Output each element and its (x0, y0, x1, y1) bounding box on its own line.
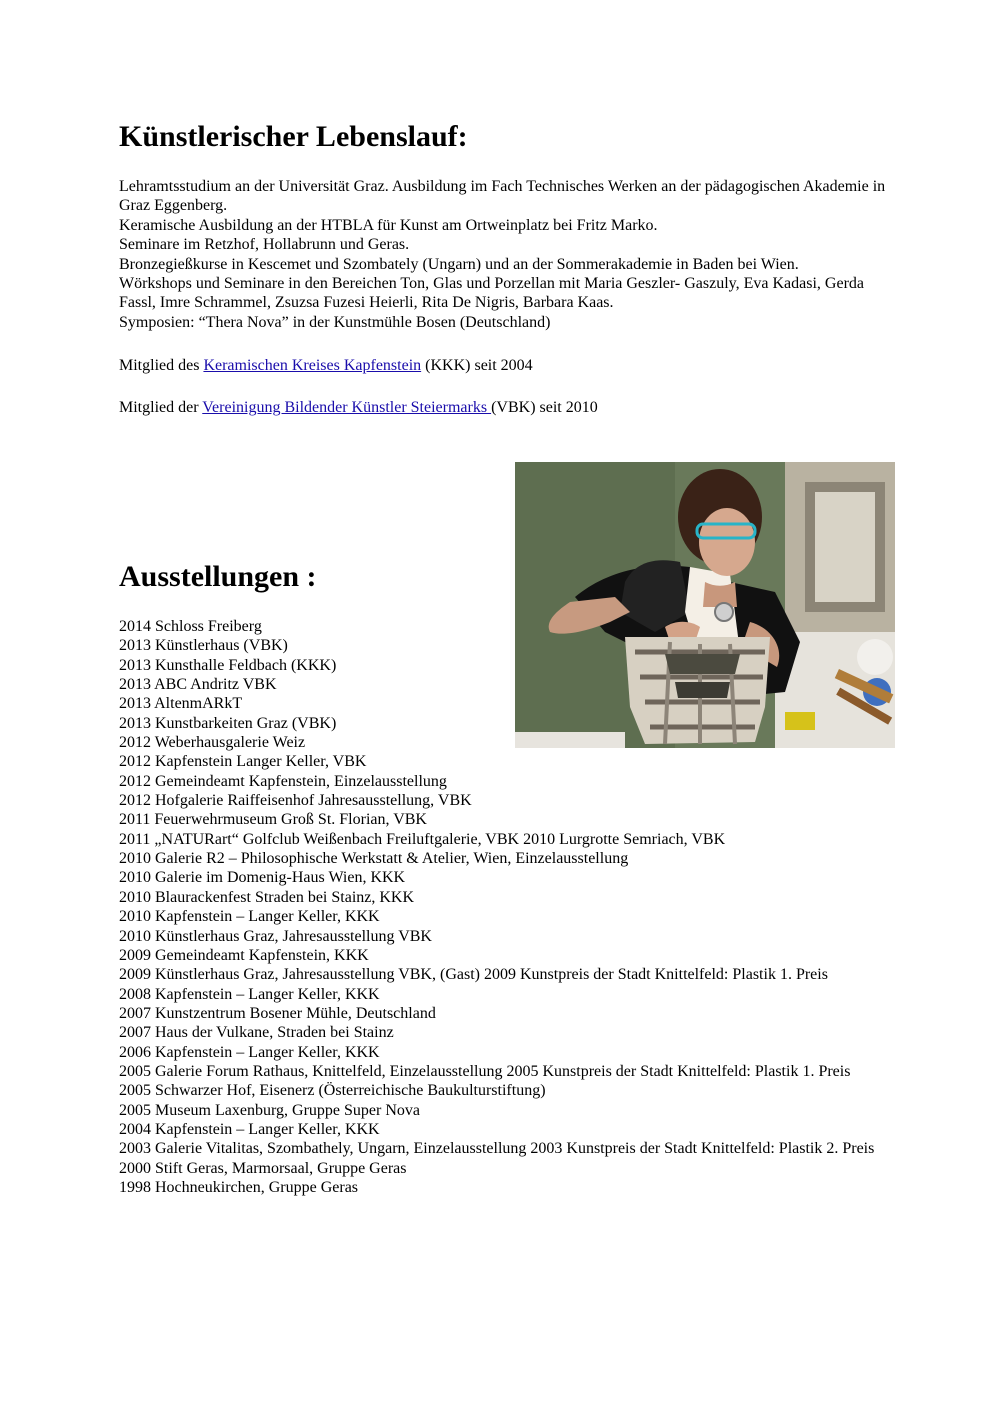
exhibition-item: 2013 ABC Andritz VBK (119, 676, 277, 694)
membership-suffix: (KKK) seit 2004 (421, 357, 533, 374)
intro-line: Keramische Ausbildung an der HTBLA für Kunst am Ortweinplatz bei Fritz Marko. (119, 216, 658, 234)
exhibition-item: 2010 Kapfenstein – Langer Keller, KKK (119, 908, 380, 926)
membership-vbk (119, 398, 598, 418)
exhibition-item: 2010 Galerie im Domenig-Haus Wien, KKK (119, 869, 406, 887)
heading-lebenslauf: Künstlerischer Lebenslauf: (119, 120, 468, 153)
exhibition-item: 2011 „NATURart“ Golfclub Weißenbach Freiluftgalerie, VBK 2010 Lurgrotte Semriach, VBK (119, 830, 726, 848)
exhibition-item: 2013 AltenmARkT (119, 695, 243, 713)
exhibition-item: 2007 Haus der Vulkane, Straden bei Stainz (119, 1024, 394, 1042)
exhibition-item: 2003 Galerie Vitalitas, Szombathely, Ungarn, Einzelausstellung 2003 Kunstpreis der Stadt Knittelfeld: Plastik 2. Preis (119, 1140, 875, 1158)
membership-suffix: (VBK) seit 2010 (491, 399, 598, 416)
exhibition-item: 1998 Hochneukirchen, Gruppe Geras (119, 1178, 359, 1196)
exhibition-item: 2009 Gemeindeamt Kapfenstein, KKK (119, 946, 369, 964)
exhibition-item: 2013 Künstlerhaus (VBK) (119, 637, 288, 655)
exhibition-item: 2010 Blaurackenfest Straden bei Stainz, KKK (119, 888, 415, 906)
heading-ausstellungen: Ausstellungen : (119, 560, 317, 593)
intro-line: Seminare im Retzhof, Hollabrunn und Geras. (119, 236, 410, 254)
exhibition-item: 2004 Kapfenstein – Langer Keller, KKK (119, 1120, 380, 1138)
exhibition-item: 2006 Kapfenstein – Langer Keller, KKK (119, 1043, 380, 1061)
membership-prefix: Mitglied des (119, 357, 204, 374)
membership-prefix: Mitglied der (119, 399, 203, 416)
exhibition-item: 2012 Hofgalerie Raiffeisenhof Jahresausstellung, VBK (119, 792, 472, 810)
intro-line: Wörkshops und Seminare in den Bereichen Ton, Glas und Porzellan mit Maria Geszler- Gaszuly, Eva Kadasi, Gerda Fassl, Imre Schrammel, Zsuzsa Fuzesi Heierli, Rita De Nigris, Barbara Kaas. (119, 275, 865, 312)
exhibition-item: 2009 Künstlerhaus Graz, Jahresausstellung VBK, (Gast) 2009 Kunstpreis der Stadt Knittelfeld: Plastik 1. Preis (119, 966, 828, 984)
link-keramischer-kreis[interactable]: Keramischen Kreises Kapfenstein (203, 357, 422, 374)
exhibition-list (119, 617, 889, 1197)
membership-kkk (119, 356, 533, 376)
exhibition-item: 2011 Feuerwehrmuseum Groß St. Florian, VBK (119, 811, 427, 829)
exhibition-item: 2000 Stift Geras, Marmorsaal, Gruppe Geras (119, 1159, 407, 1177)
exhibition-item: 2012 Gemeindeamt Kapfenstein, Einzelausstellung (119, 772, 447, 790)
exhibition-item: 2013 Kunstbarkeiten Graz (VBK) (119, 714, 337, 732)
exhibition-item: 2014 Schloss Freiberg (119, 618, 262, 635)
exhibition-item: 2005 Galerie Forum Rathaus, Knittelfeld, Einzelausstellung 2005 Kunstpreis der Stadt Knittelfeld: Plastik 1. Preis (119, 1062, 851, 1080)
exhibition-item: 2013 Kunsthalle Feldbach (KKK) (119, 656, 337, 674)
exhibition-item: 2012 Kapfenstein Langer Keller, VBK (119, 753, 367, 771)
exhibition-item: 2007 Kunstzentrum Bosener Mühle, Deutschland (119, 1004, 436, 1022)
intro-line: Lehramtsstudium an der Universität Graz. Ausbildung im Fach Technisches Werken an der pädagogischen Akademie in Graz Eggenberg. (119, 178, 886, 215)
exhibition-item: 2012 Weberhausgalerie Weiz (119, 734, 306, 752)
exhibition-item: 2005 Museum Laxenburg, Gruppe Super Nova (119, 1101, 420, 1119)
intro-line: Symposien: “Thera Nova” in der Kunstmühle Bosen (Deutschland) (119, 313, 551, 331)
exhibition-item: 2005 Schwarzer Hof, Eisenerz (Österreichische Baukulturstiftung) (119, 1082, 546, 1100)
intro-paragraph (119, 177, 889, 332)
intro-line: Bronzegießkurse in Kescemet und Szombately (Ungarn) und an der Sommerakademie in Baden bei Wien. (119, 255, 799, 273)
exhibition-item: 2008 Kapfenstein – Langer Keller, KKK (119, 985, 380, 1003)
link-vereinigung-bildender-kuenstler[interactable]: Vereinigung Bildender Künstler Steiermarks (202, 399, 492, 416)
exhibition-item: 2010 Galerie R2 – Philosophische Werkstatt & Atelier, Wien, Einzelausstellung (119, 850, 629, 868)
exhibition-item: 2010 Künstlerhaus Graz, Jahresausstellung VBK (119, 927, 432, 945)
